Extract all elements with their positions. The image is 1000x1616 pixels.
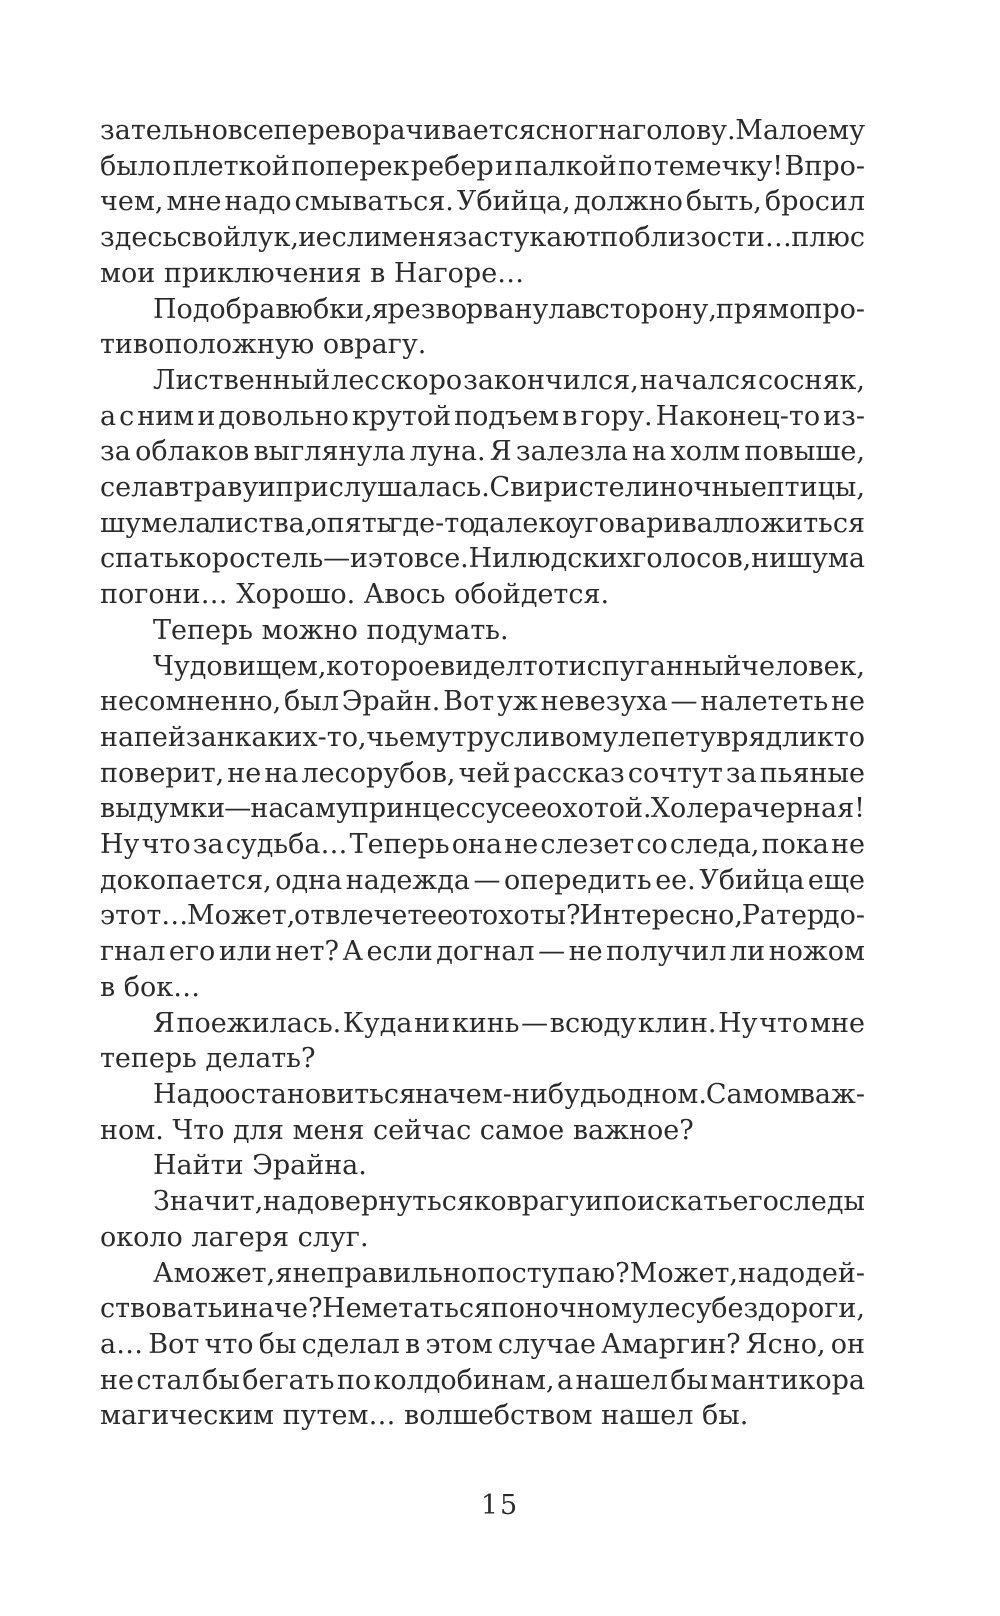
paragraph [100,292,865,363]
paragraph [100,1006,865,1077]
text-line: этот… Может, отвлечет ее от охоты? Интересно, Ратер до- [100,900,865,932]
text-line: а с ним и довольно крутой подъем в гору. Наконец-то из- [100,400,865,432]
text-line: несомненно, был Эрайн. Вот уж невезуха — налететь не [100,686,865,718]
text-line: выдумки — на саму принцессу с ее охотой. Холера черная! [100,793,865,825]
text-line: Я поежилась. Куда ни кинь — всюду клин. Ну что мне [153,1007,865,1039]
text-line: не стал бы бегать по колдобинам, а нашел бы мантикора [100,1364,865,1396]
text-line: шумела листва, опять где-то далеко уговаривал ложиться [100,507,865,539]
body-text [100,113,865,1434]
paragraph [100,1256,865,1435]
text-line: Подобрав юбки, я резво рванула в сторону, прямо про- [153,293,865,325]
text-line: около лагеря слуг. [100,1221,369,1253]
paragraph [100,113,865,292]
text-line: в бок… [100,971,201,1003]
paragraph [100,1148,865,1184]
text-line: села в траву и прислушалась. Свиристели ночные птицы, [100,472,865,504]
text-line: Значит, надо вернуться к оврагу и поискать его следы [153,1186,865,1218]
text-line: ствовать иначе? Не метаться по ночному лесу без дороги, [100,1293,865,1325]
text-line: Найти Эрайна. [153,1150,367,1182]
text-line: Ну что за судьба… Теперь она не слезет со следа, пока не [100,829,865,861]
paragraph [100,1077,865,1148]
text-line: на пейзан каких-то, чьему трусливому лепету вряд ли кто [100,721,865,753]
text-line: поверит, не на лесорубов, чей рассказ сочтут за пьяные [100,757,865,789]
text-line: погони… Хорошо. Авось обойдется. [100,579,610,611]
text-line: гнал его или нет? А если догнал — не получил ли ножом [100,936,865,968]
text-line: Чудовищем, которое видел тот испуганный человек, [153,650,865,682]
text-line: Лиственный лес скоро закончился, начался сосняк, [153,364,865,396]
text-line: за облаков выглянула луна. Я залезла на холм повыше, [100,436,865,468]
text-line: здесь свой лук, и если меня застукают поблизости… плюс [100,222,865,254]
text-line: зательно все переворачивается с ног на голову. Мало ему [100,115,865,146]
text-line: чем, мне надо смываться. Убийца, должно быть, бросил [100,186,865,218]
text-line: ном. Что для меня сейчас самое важное? [100,1114,694,1146]
text-line: а… Вот что бы сделал в этом случае Амаргин? Ясно, он [100,1328,865,1360]
text-line: докопается, одна надежда — опередить ее. Убийца еще [100,864,865,896]
text-line: мои приключения в Нагоре… [100,257,525,289]
page-number: 15 [480,1490,520,1521]
paragraph [100,1184,865,1255]
text-line: тивоположную оврагу. [100,329,427,361]
text-line: А может, я неправильно поступаю? Может, надо дей- [153,1257,865,1289]
text-line: теперь делать? [100,1043,316,1075]
paragraph [100,363,865,613]
paragraph [100,649,865,1006]
text-line: магическим путем… волшебством нашел бы. [100,1400,749,1432]
text-line: было плеткой поперек ребер и палкой по темечку! Впро- [100,150,865,182]
text-line: спать коростель — и это все. Ни людских голосов, ни шума [100,543,865,575]
text-line: Надо остановиться на чем-нибудь одном. Самом важ- [153,1078,865,1110]
paragraph [100,613,865,649]
text-line: Теперь можно подумать. [153,614,509,646]
